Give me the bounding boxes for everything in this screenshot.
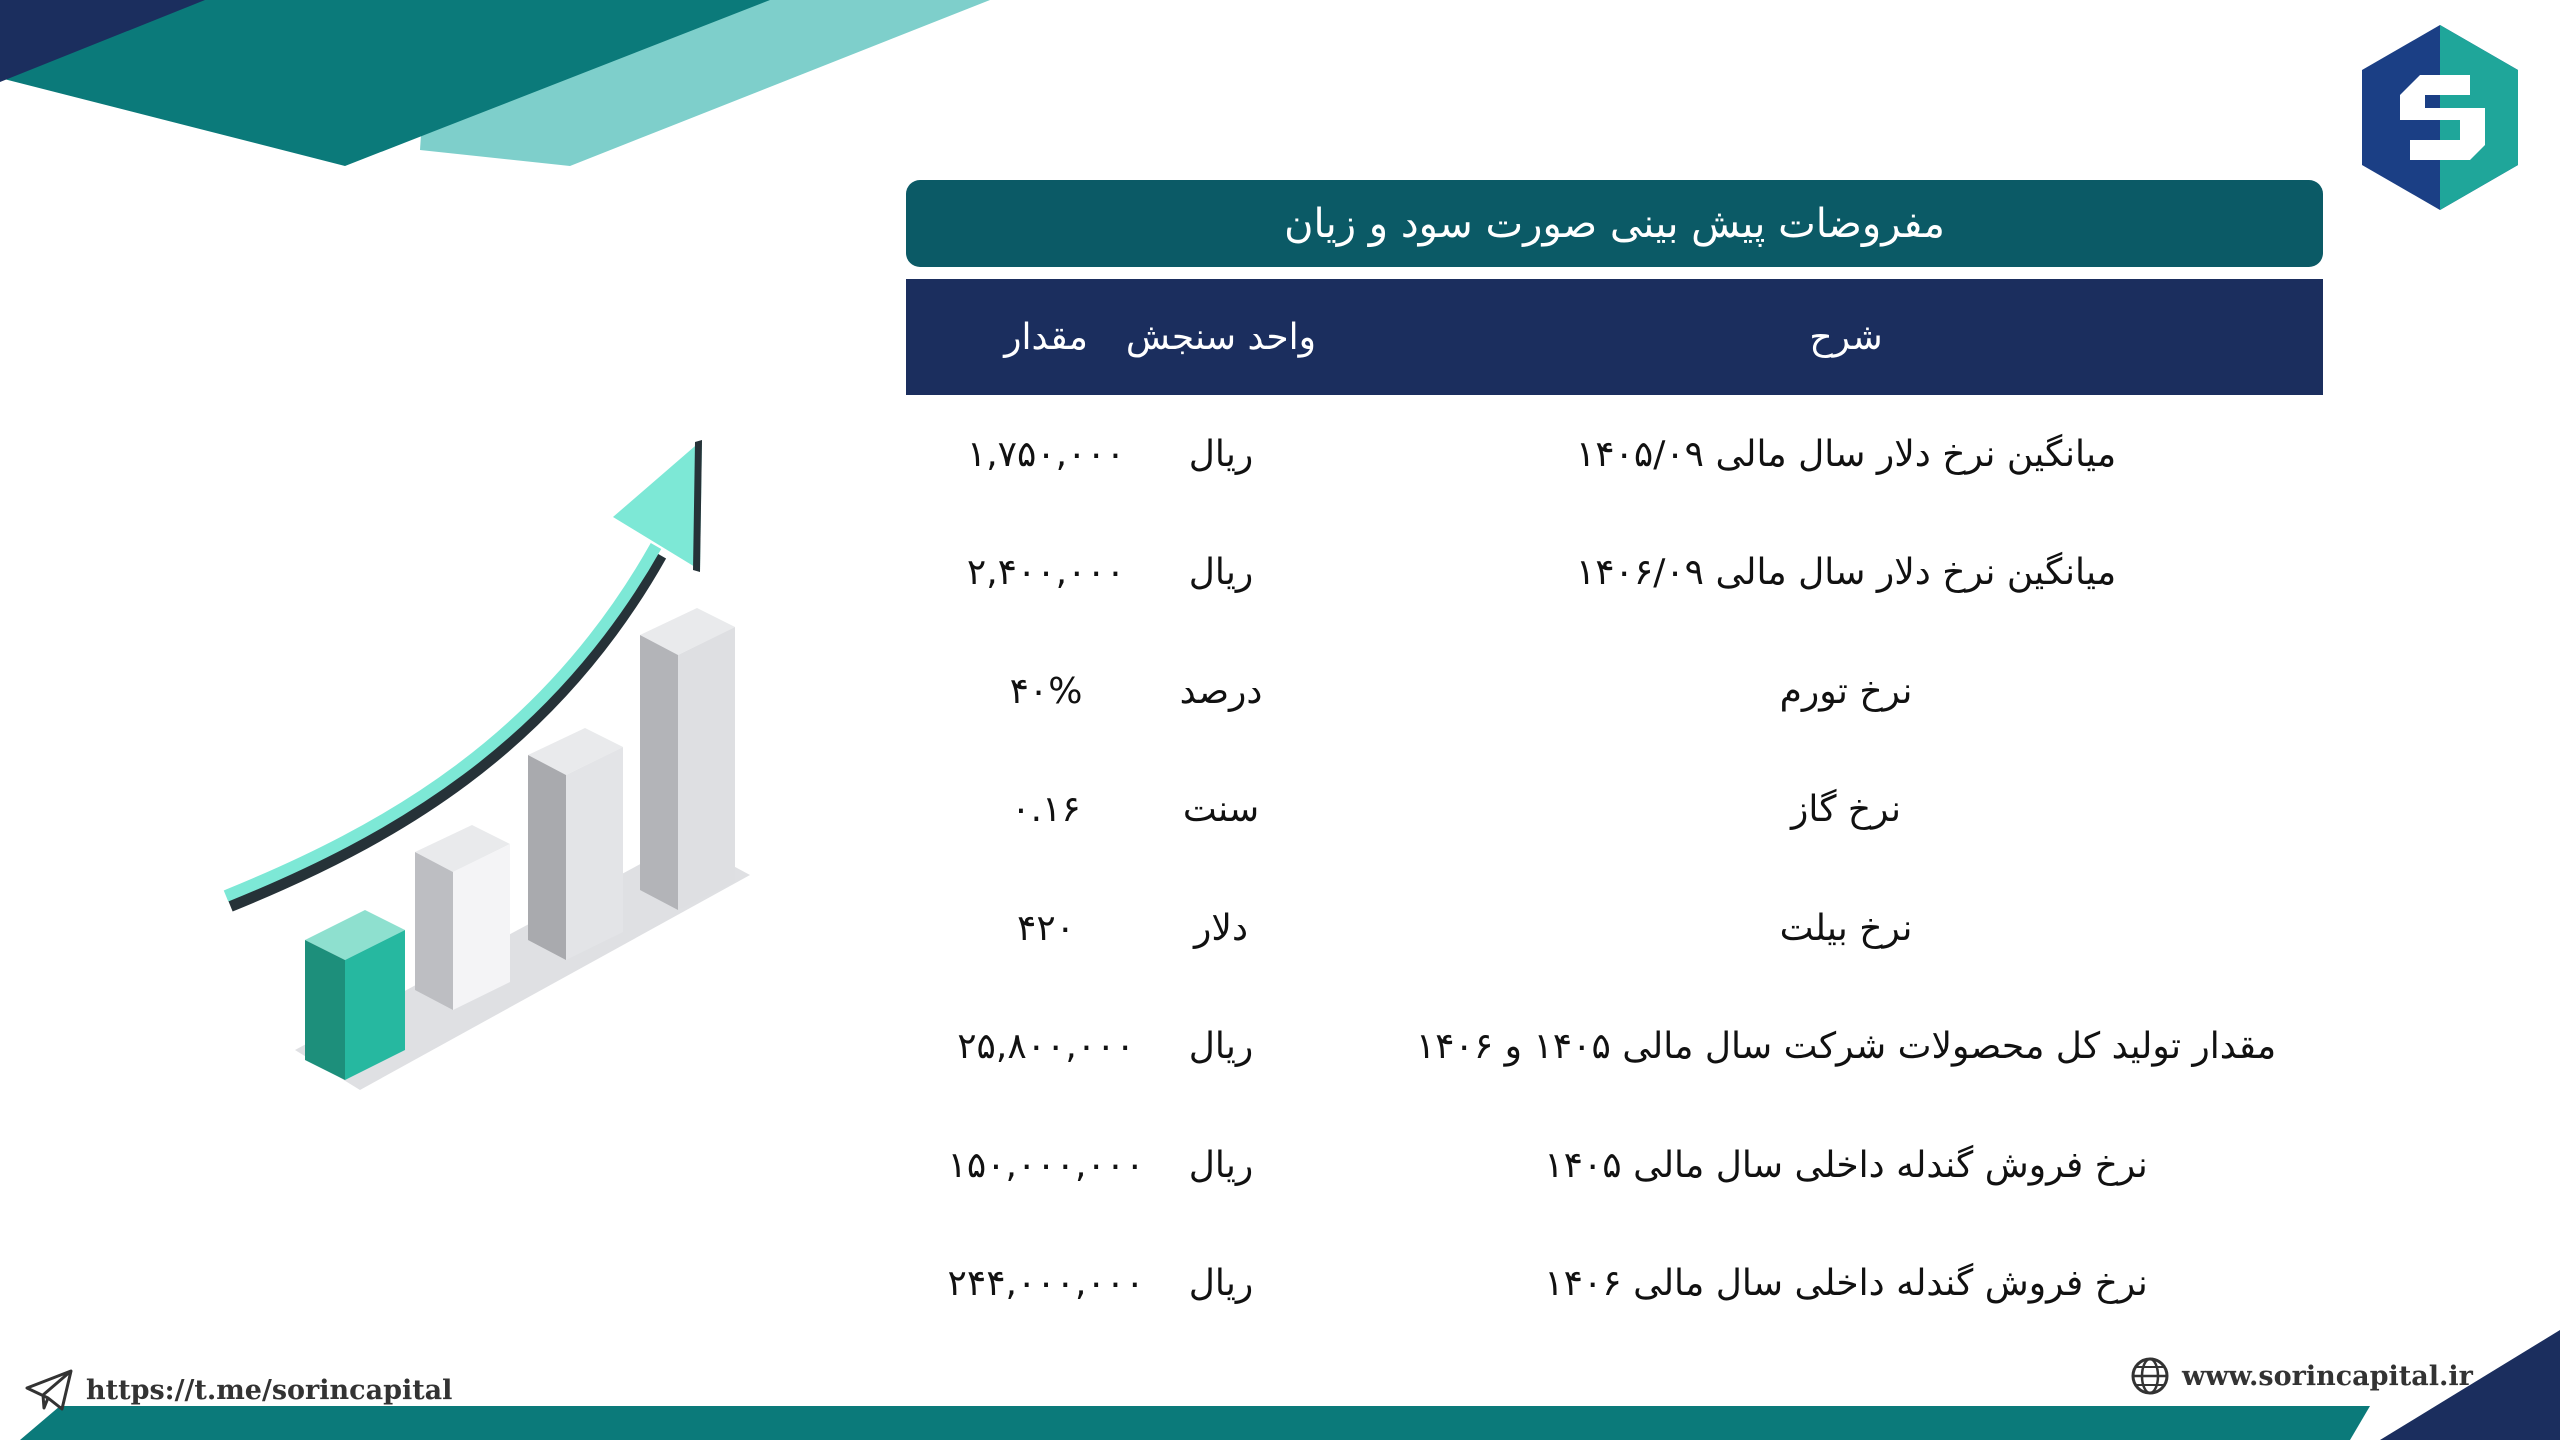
row-description: نرخ فروش گندله داخلی سال مالی ۱۴۰۵	[1544, 1144, 2148, 1186]
row-unit: ریال	[1188, 552, 1254, 594]
row-value: ۲۴۴,۰۰۰,۰۰۰	[947, 1263, 1145, 1305]
header-value: مقدار	[1004, 316, 1088, 358]
table-row	[906, 1106, 2323, 1225]
row-value: ۱۵۰,۰۰۰,۰۰۰	[947, 1144, 1145, 1186]
header-description: شرح	[1809, 316, 1883, 358]
row-unit: درصد	[1179, 670, 1263, 712]
row-description: میانگین نرخ دلار سال مالی ۱۴۰۶/۰۹	[1575, 552, 2117, 594]
row-description: نرخ بیلت	[1779, 907, 1913, 949]
sorin-capital-logo-icon	[2350, 20, 2530, 215]
row-unit: ریال	[1188, 1144, 1254, 1186]
telegram-link[interactable]	[24, 1366, 452, 1414]
paper-plane-icon	[24, 1368, 74, 1412]
row-value: ۴۲۰	[1017, 907, 1076, 949]
table-body	[906, 395, 2323, 1343]
globe-icon	[2130, 1356, 2170, 1396]
row-value: ۴۰%	[1009, 670, 1083, 712]
row-value: ۲,۴۰۰,۰۰۰	[966, 552, 1126, 594]
row-value: ۰.۱۶	[1011, 789, 1081, 831]
growth-chart-illustration	[210, 420, 770, 1100]
row-value: ۱,۷۵۰,۰۰۰	[966, 433, 1126, 475]
table-header	[906, 279, 2323, 395]
telegram-link-text[interactable]: https://t.me/sorincapital	[86, 1374, 453, 1406]
table-row	[906, 988, 2323, 1107]
row-unit: ریال	[1188, 1026, 1254, 1068]
row-description: نرخ فروش گندله داخلی سال مالی ۱۴۰۶	[1544, 1263, 2148, 1305]
row-unit: ریال	[1188, 1263, 1254, 1305]
table-row	[906, 395, 2323, 514]
row-description: نرخ تورم	[1779, 670, 1913, 712]
website-link[interactable]	[2130, 1352, 2473, 1400]
page-title: مفروضات پیش بینی صورت سود و زیان	[906, 180, 2323, 267]
table-row	[906, 514, 2323, 633]
row-unit: ریال	[1188, 433, 1254, 475]
table-row	[906, 632, 2323, 751]
row-description: میانگین نرخ دلار سال مالی ۱۴۰۵/۰۹	[1575, 433, 2117, 475]
row-description: مقدار تولید کل محصولات شرکت سال مالی ۱۴۰۵ و ۱۴۰۶	[1415, 1026, 2277, 1068]
website-link-text[interactable]: www.sorincapital.ir	[2182, 1360, 2473, 1392]
table-row	[906, 869, 2323, 988]
row-unit: دلار	[1194, 907, 1248, 949]
row-unit: سنت	[1182, 789, 1260, 831]
header-unit: واحد سنجش	[1125, 316, 1317, 358]
table-row	[906, 751, 2323, 870]
top-decorative-banner	[0, 0, 1000, 170]
row-description: نرخ گاز	[1790, 789, 1902, 831]
row-value: ۲۵,۸۰۰,۰۰۰	[957, 1026, 1135, 1068]
